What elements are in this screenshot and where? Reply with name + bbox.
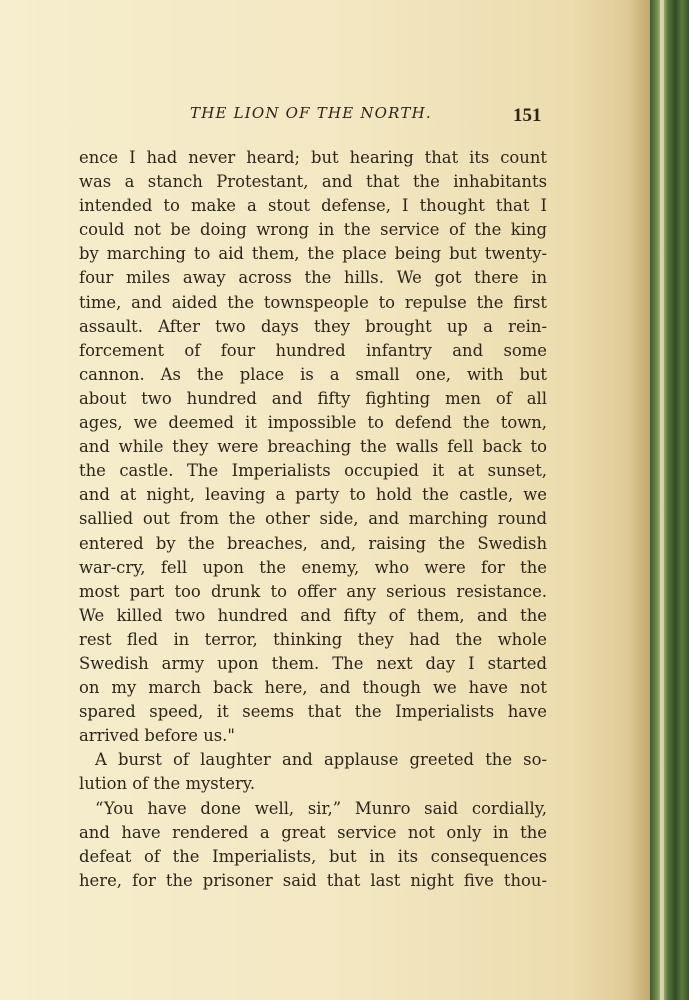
text-line: cannon. As the place is a small one, with but [79,364,547,384]
body-text [79,146,547,893]
text-line: most part too drunk to offer any serious resistance. [79,581,547,601]
text-line: Swedish army upon them. The next day I started [79,653,547,673]
text-line: intended to make a stout defense, I thought that I [79,196,547,216]
text-line: rest fled in terror, thinking they had the whole [79,629,547,649]
running-title: THE LION OF THE NORTH. [190,104,432,122]
text-line: could not be doing wrong in the service of the king [79,220,547,240]
text-line: arrived before us." [79,726,235,746]
text-line: forcement of four hundred infantry and some [79,340,547,360]
page-header [0,104,650,130]
text-line: was a stanch Protestant, and that the inhabitants [79,172,547,192]
text-line: lution of the mystery. [79,774,256,794]
book-binding [650,0,689,1000]
text-line: “You have done well, sir,” Munro said cordially, [95,798,547,818]
text-line: on my march back here, and though we have not [79,678,547,698]
text-line: and at night, leaving a party to hold the castle, we [79,485,547,505]
text-line: four miles away across the hills. We got there in [79,268,547,288]
text-line: about two hundred and fifty fighting men of all [79,388,547,408]
binding-edge [660,0,664,1000]
page-number: 151 [513,105,542,126]
text-line: A burst of laughter and applause greeted the so- [95,750,547,770]
text-line: spared speed, it seems that the Imperialists have [79,702,547,722]
spine-shadow [628,0,652,1000]
text-line: the castle. The Imperialists occupied it at sunset, [79,461,547,481]
text-line: assault. After two days they brought up a rein- [79,316,547,336]
text-line: ages, we deemed it impossible to defend the town, [79,413,547,433]
text-line: sallied out from the other side, and marching round [79,509,547,529]
text-line: and have rendered a great service not only in the [79,822,547,842]
text-line: and while they were breaching the walls fell back to [79,437,547,457]
text-line: by marching to aid them, the place being but twenty- [79,244,547,264]
text-line: We killed two hundred and fifty of them, and the [79,605,547,625]
text-line: defeat of the Imperialists, but in its consequences [79,846,547,866]
text-line: war-cry, fell upon the enemy, who were for the [79,557,547,577]
text-line: here, for the prisoner said that last night five thou- [79,870,547,890]
text-line: time, and aided the townspeople to repulse the first [79,292,547,312]
text-line: entered by the breaches, and, raising the Swedish [79,533,547,553]
text-line: ence I had never heard; but hearing that its count [79,148,547,167]
